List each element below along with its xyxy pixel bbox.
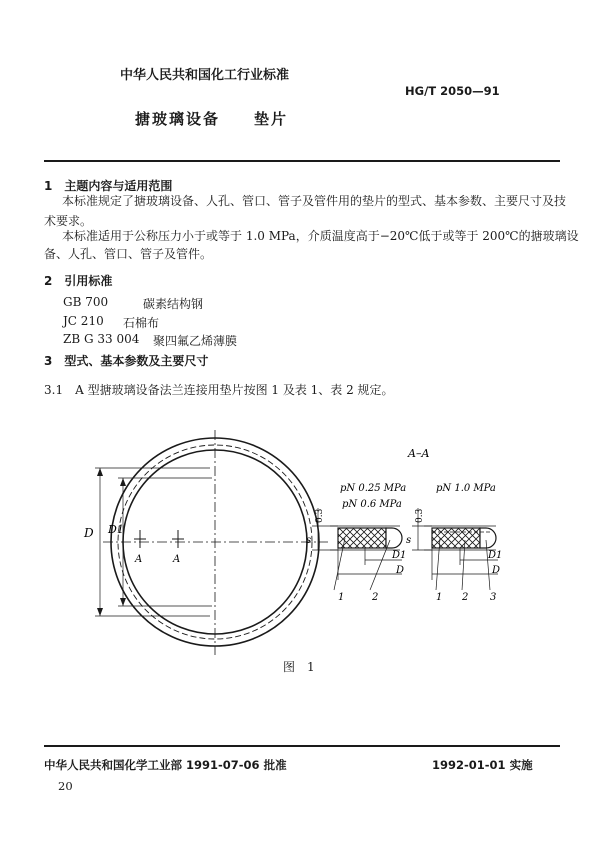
document-title: 搪玻璃设备 垫片 — [135, 110, 289, 128]
ref-code-2: JC 210 — [63, 314, 104, 328]
effective-date: 1992-01-01 实施 — [432, 758, 533, 772]
part-1-right: 1 — [436, 592, 443, 603]
gasket-section-low-pressure — [312, 508, 405, 590]
d1-label-left: D1 — [392, 550, 407, 561]
part-1-left: 1 — [338, 592, 345, 603]
press-high: pN 1.0 MPa — [436, 483, 496, 494]
page-number: 20 — [58, 779, 73, 793]
d-label-left: D — [396, 565, 405, 576]
dim-D-label: D — [84, 526, 94, 540]
press-low-1: pN 0.25 MPa — [340, 483, 407, 494]
ref-code-3: ZB G 33 004 — [63, 332, 140, 346]
part-3-right: 3 — [490, 592, 497, 603]
clause-3-1: 3.1 A 型搪玻璃设备法兰连接用垫片按图 1 及表 1、表 2 规定。 — [44, 383, 394, 397]
press-low-2: pN 0.6 MPa — [342, 499, 402, 510]
cut-A-left: A — [135, 554, 143, 565]
thick-label-right: 0.3 — [415, 508, 425, 523]
dim-D1-label: D1 — [108, 523, 124, 536]
ref-name-2: 石棉布 — [123, 316, 160, 330]
s-label-right: s — [406, 535, 412, 546]
section-1-paragraph-2b: 备、人孔、管口、管子及管件。 — [44, 247, 213, 261]
d1-label-right: D1 — [488, 550, 503, 561]
ref-code-1: GB 700 — [63, 295, 109, 309]
footer-rule — [44, 745, 560, 747]
figure-caption: 图 1 — [283, 660, 315, 674]
s-label-left: s — [306, 535, 312, 546]
standard-code: HG/T 2050—91 — [405, 84, 500, 98]
section-label: A–A — [408, 447, 430, 460]
section-1-paragraph-1b: 术要求。 — [44, 214, 93, 228]
approval-note: 中华人民共和国化学工业部 1991-07-06 批准 — [44, 758, 287, 772]
issuing-org: 中华人民共和国化工行业标准 — [120, 68, 290, 83]
section-1-paragraph-1a: 本标准规定了搪玻璃设备、人孔、管口、管子及管件用的垫片的型式、基本参数、主要尺寸及技 — [62, 194, 567, 208]
section-2-heading: 2 引用标准 — [44, 274, 113, 288]
section-1-heading: 1 主题内容与适用范围 — [44, 179, 173, 193]
section-3-heading: 3 型式、基本参数及主要尺寸 — [44, 354, 209, 368]
ref-name-1: 碳素结构钢 — [143, 297, 204, 311]
ref-name-3: 聚四氟乙烯薄膜 — [153, 334, 238, 348]
gasket-plan-view — [95, 430, 328, 655]
thick-label-left: 0.3 — [315, 508, 325, 523]
part-2-right: 2 — [462, 592, 469, 603]
part-2-left: 2 — [372, 592, 379, 603]
cut-A-right: A — [173, 554, 181, 565]
section-1-paragraph-2a: 本标准适用于公称压力小于或等于 1.0 MPa，介质温度高于−20℃低于或等于 200℃的搪玻璃设 — [62, 229, 579, 243]
d-label-right: D — [492, 565, 501, 576]
